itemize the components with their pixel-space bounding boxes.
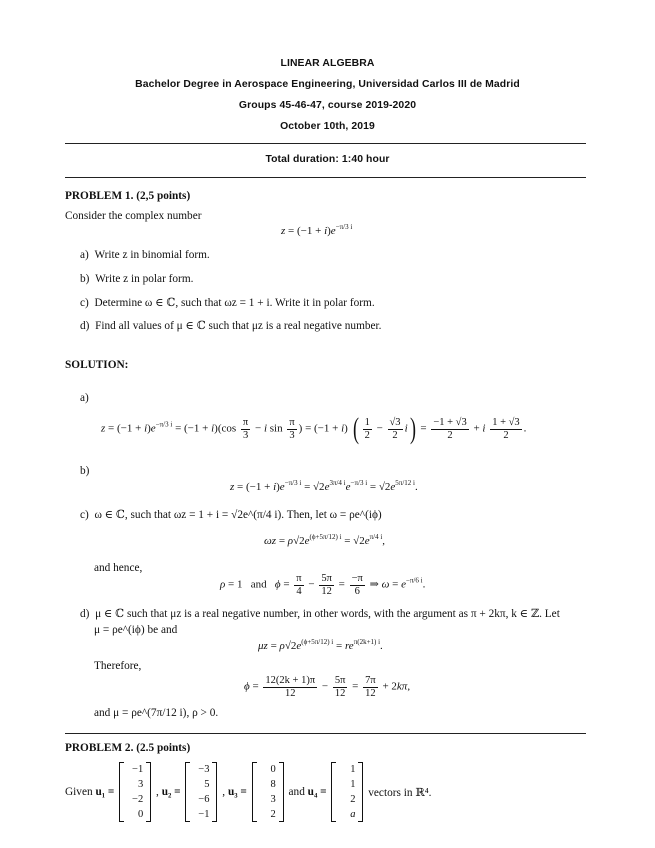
- solution-d-text2: μ = ρe^(iϕ) be and: [94, 624, 178, 636]
- u2-name: u₂ =: [161, 786, 181, 798]
- solution-d-equation1: $\mu z = \rho√2e^{(\phi+5\pi/12) i} = re^{\pi(2k+1) i}$.: [258, 638, 383, 652]
- item-a: a) Write z in binomial form.: [80, 249, 210, 261]
- problem2-rule: [65, 733, 586, 734]
- problem1-intro: Consider the complex number: [65, 210, 202, 222]
- u3-name: u₃ =: [227, 786, 247, 798]
- problem2-vectors: Given u₁ = −1 3 −2 0 , u₂ = −3 5 −6 −1 , u₃ = 0 8 3 2 and u₄ = 1 1 2 a vectors in ℝ⁴.: [65, 764, 432, 820]
- header-rule-top: [65, 143, 586, 144]
- item-d: d) Find all values of μ ∈ ℂ such that μz is a real negative number.: [80, 320, 382, 332]
- item-c: c) Determine ω ∈ ℂ, such that ωz = 1 + i. Write it in polar form.: [80, 297, 375, 309]
- vectors-trailer: vectors in ℝ⁴.: [368, 786, 432, 799]
- groups-line: Groups 45-46-47, course 2019-2020: [238, 100, 417, 111]
- u4-name: u₄ =: [307, 786, 327, 798]
- given-label: Given: [65, 786, 93, 798]
- exam-title: LINEAR ALGEBRA: [280, 58, 375, 69]
- solution-c-equation2: ρ = 1 and ϕ = $\frac{\pi}{4}$ − $\frac{5\pi}{12}$ = $\frac{-\pi}{6}$ ⇒ $\omega = e^{-\pi/6 i}$.: [220, 573, 426, 597]
- solution-b-label: b): [80, 465, 90, 477]
- problem1-heading: PROBLEM 1. (2,5 points): [65, 190, 191, 202]
- solution-a-equation: $z = (-1 + i)e^{-\pi/3 i} = (-1 + i)(\cos$ $\frac{\pi}{3}$ − i sin $\frac{\pi}{3}$ ) = (−1 + i) ( $\frac{1}{2}$ − $\frac{√3}{2}$ i) = $\frac{-1 + √3}{2}$ + i $\frac{1 + √3}{2}$ .: [101, 412, 527, 445]
- problem2-heading: PROBLEM 2. (2.5 points): [65, 742, 191, 754]
- total-duration: Total duration: 1:40 hour: [265, 154, 390, 165]
- solution-d-text1: d) μ ∈ ℂ such that μz is a real negative number, in other words, with the argument as π + 2kπ, k ∈ ℤ. Let: [80, 608, 560, 620]
- solution-d-therefore: Therefore,: [94, 660, 142, 672]
- exam-date: October 10th, 2019: [280, 121, 375, 132]
- solution-c-hence: and hence,: [94, 562, 143, 574]
- vector-u4: 1 1 2 a: [329, 762, 365, 822]
- solution-d-equation2: ϕ = $\frac{12(2k + 1)\pi}{12}$ − $\frac{5\pi}{12}$ = $\frac{7\pi}{12}$ + 2kπ,: [244, 675, 411, 699]
- solution-c-text: c) ω ∈ ℂ, such that ωz = 1 + i = √2e^(π/4 i). Then, let ω = ρe^(iϕ): [80, 509, 382, 521]
- problem1-definition: $z = (-1 + i)e^{-\pi/3 i}$: [281, 223, 353, 237]
- degree-line: Bachelor Degree in Aerospace Engineering, Universidad Carlos III de Madrid: [135, 79, 520, 90]
- item-b: b) Write z in polar form.: [80, 273, 194, 285]
- solution-a-label: a): [80, 392, 89, 404]
- solution-heading: SOLUTION:: [65, 359, 129, 371]
- vector-u2: −3 5 −6 −1: [183, 762, 219, 822]
- header-rule-bottom: [65, 177, 586, 178]
- solution-b-equation: $z = (-1 + i)e^{-\pi/3 i} = √2e^{3\pi/4 i}e^{-\pi/3 i} = √2e^{5\pi/12 i}$.: [230, 479, 418, 493]
- solution-c-equation1: $\omega z = \rho√2e^{(\phi+5\pi/12) i} = √2e^{\pi/4 i}$,: [264, 533, 386, 547]
- u1-name: u₁ =: [95, 786, 115, 798]
- vector-u3: 0 8 3 2: [250, 762, 286, 822]
- and-label: and: [288, 786, 305, 798]
- vector-u1: −1 3 −2 0: [117, 762, 153, 822]
- solution-d-final: and μ = ρe^(7π/12 i), ρ > 0.: [94, 707, 219, 719]
